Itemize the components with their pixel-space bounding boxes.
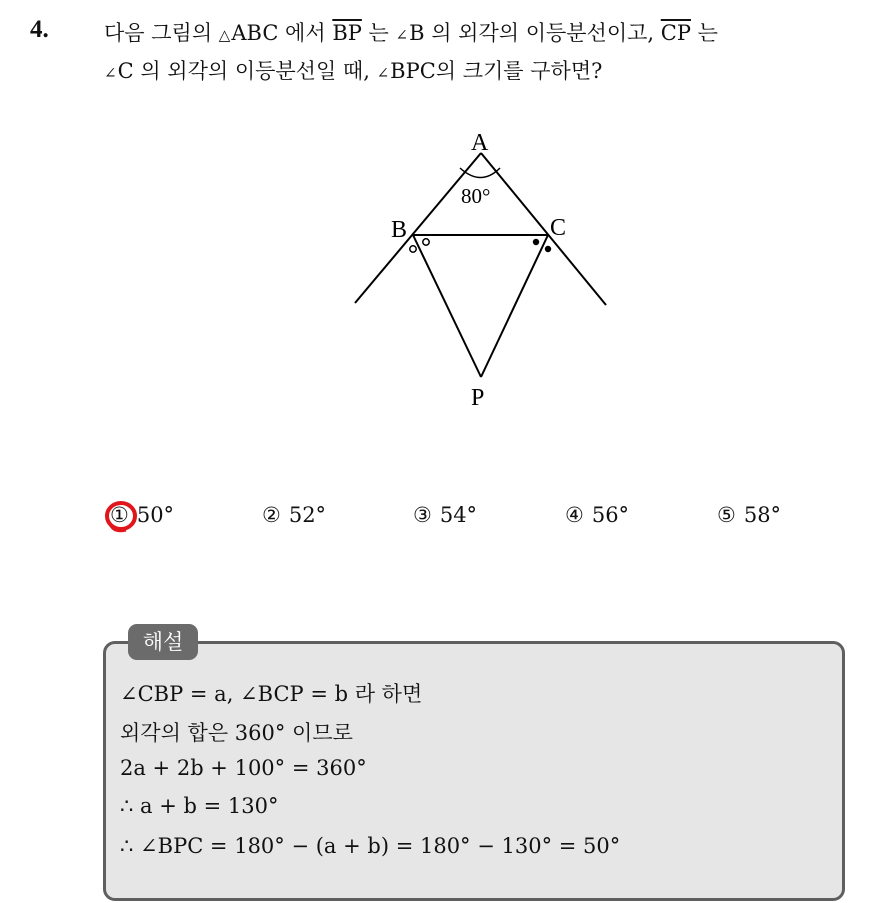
q1-text-d: B 의 외각의 이등분선이고, (409, 21, 661, 45)
choice-3-value: 54° (439, 503, 478, 527)
angle-mark-c2 (545, 246, 551, 252)
q2-text-b: BPC의 크기를 구하면? (390, 59, 603, 83)
segment-bp (413, 235, 481, 377)
angle-mark-b2 (410, 246, 416, 252)
choice-4-mark: ④ (565, 503, 584, 527)
answer-choices (0, 503, 884, 543)
angle-symbol: ∠ (395, 26, 409, 44)
angle-symbol: ∠ (104, 64, 117, 82)
q1-text-e: 는 (690, 21, 718, 45)
triangle-diagram (340, 125, 620, 420)
question-text-line-2 (104, 56, 874, 88)
q1-text-c: 는 (361, 21, 396, 45)
question-number: 4. (30, 16, 49, 43)
choice-2-value: 52° (288, 503, 327, 527)
solution-tab: 해설 (128, 624, 198, 660)
label-p: P (471, 385, 485, 411)
choice-5[interactable] (717, 503, 781, 527)
label-angle-a: 80° (461, 184, 491, 208)
choice-5-mark: ⑤ (717, 503, 736, 527)
choice-2-mark: ② (262, 503, 281, 527)
segment-bp: $\overline{BP}$ (332, 21, 362, 45)
label-a: A (471, 130, 489, 156)
selected-circle-icon (104, 498, 140, 534)
choice-1[interactable] (110, 503, 174, 527)
angle-symbol: ∠ (376, 64, 390, 82)
segment-cp (481, 235, 548, 377)
choice-4[interactable] (565, 503, 629, 527)
angle-mark-c1 (533, 239, 539, 245)
angle-mark-b1 (423, 239, 429, 245)
solution-line-5: ∴ ∠BPC = 180° − (a + b) = 180° − 130° = 50° (120, 834, 621, 858)
choice-1-value: 50° (136, 503, 175, 527)
solution-line-4: ∴ a + b = 130° (120, 794, 279, 818)
triangle-symbol: △ (218, 26, 231, 44)
question-text-line-1 (104, 18, 874, 50)
triangle-figure (340, 125, 620, 420)
solution-line-3: 2a + 2b + 100° = 360° (120, 756, 367, 780)
q2-text-a: C 의 외각의 이등분선일 때, (117, 59, 377, 83)
line-ac-extended (481, 153, 606, 305)
choice-3-mark: ③ (413, 503, 432, 527)
line-ab-extended (355, 153, 481, 303)
choice-3[interactable] (413, 503, 477, 527)
solution-line-2: 외각의 합은 360° 이므로 (120, 721, 353, 745)
q1-text-b: ABC 에서 (231, 21, 333, 45)
choice-2[interactable] (262, 503, 326, 527)
label-c: C (550, 215, 567, 241)
segment-cp: $\overline{CP}$ (660, 21, 691, 45)
solution-line-1: ∠CBP = a, ∠BCP = b 라 하면 (120, 682, 423, 706)
label-b: B (391, 217, 408, 243)
choice-1-mark: ① (110, 503, 129, 527)
choice-4-value: 56° (591, 503, 630, 527)
q1-text-a: 다음 그림의 (104, 21, 219, 45)
choice-5-value: 58° (743, 503, 782, 527)
